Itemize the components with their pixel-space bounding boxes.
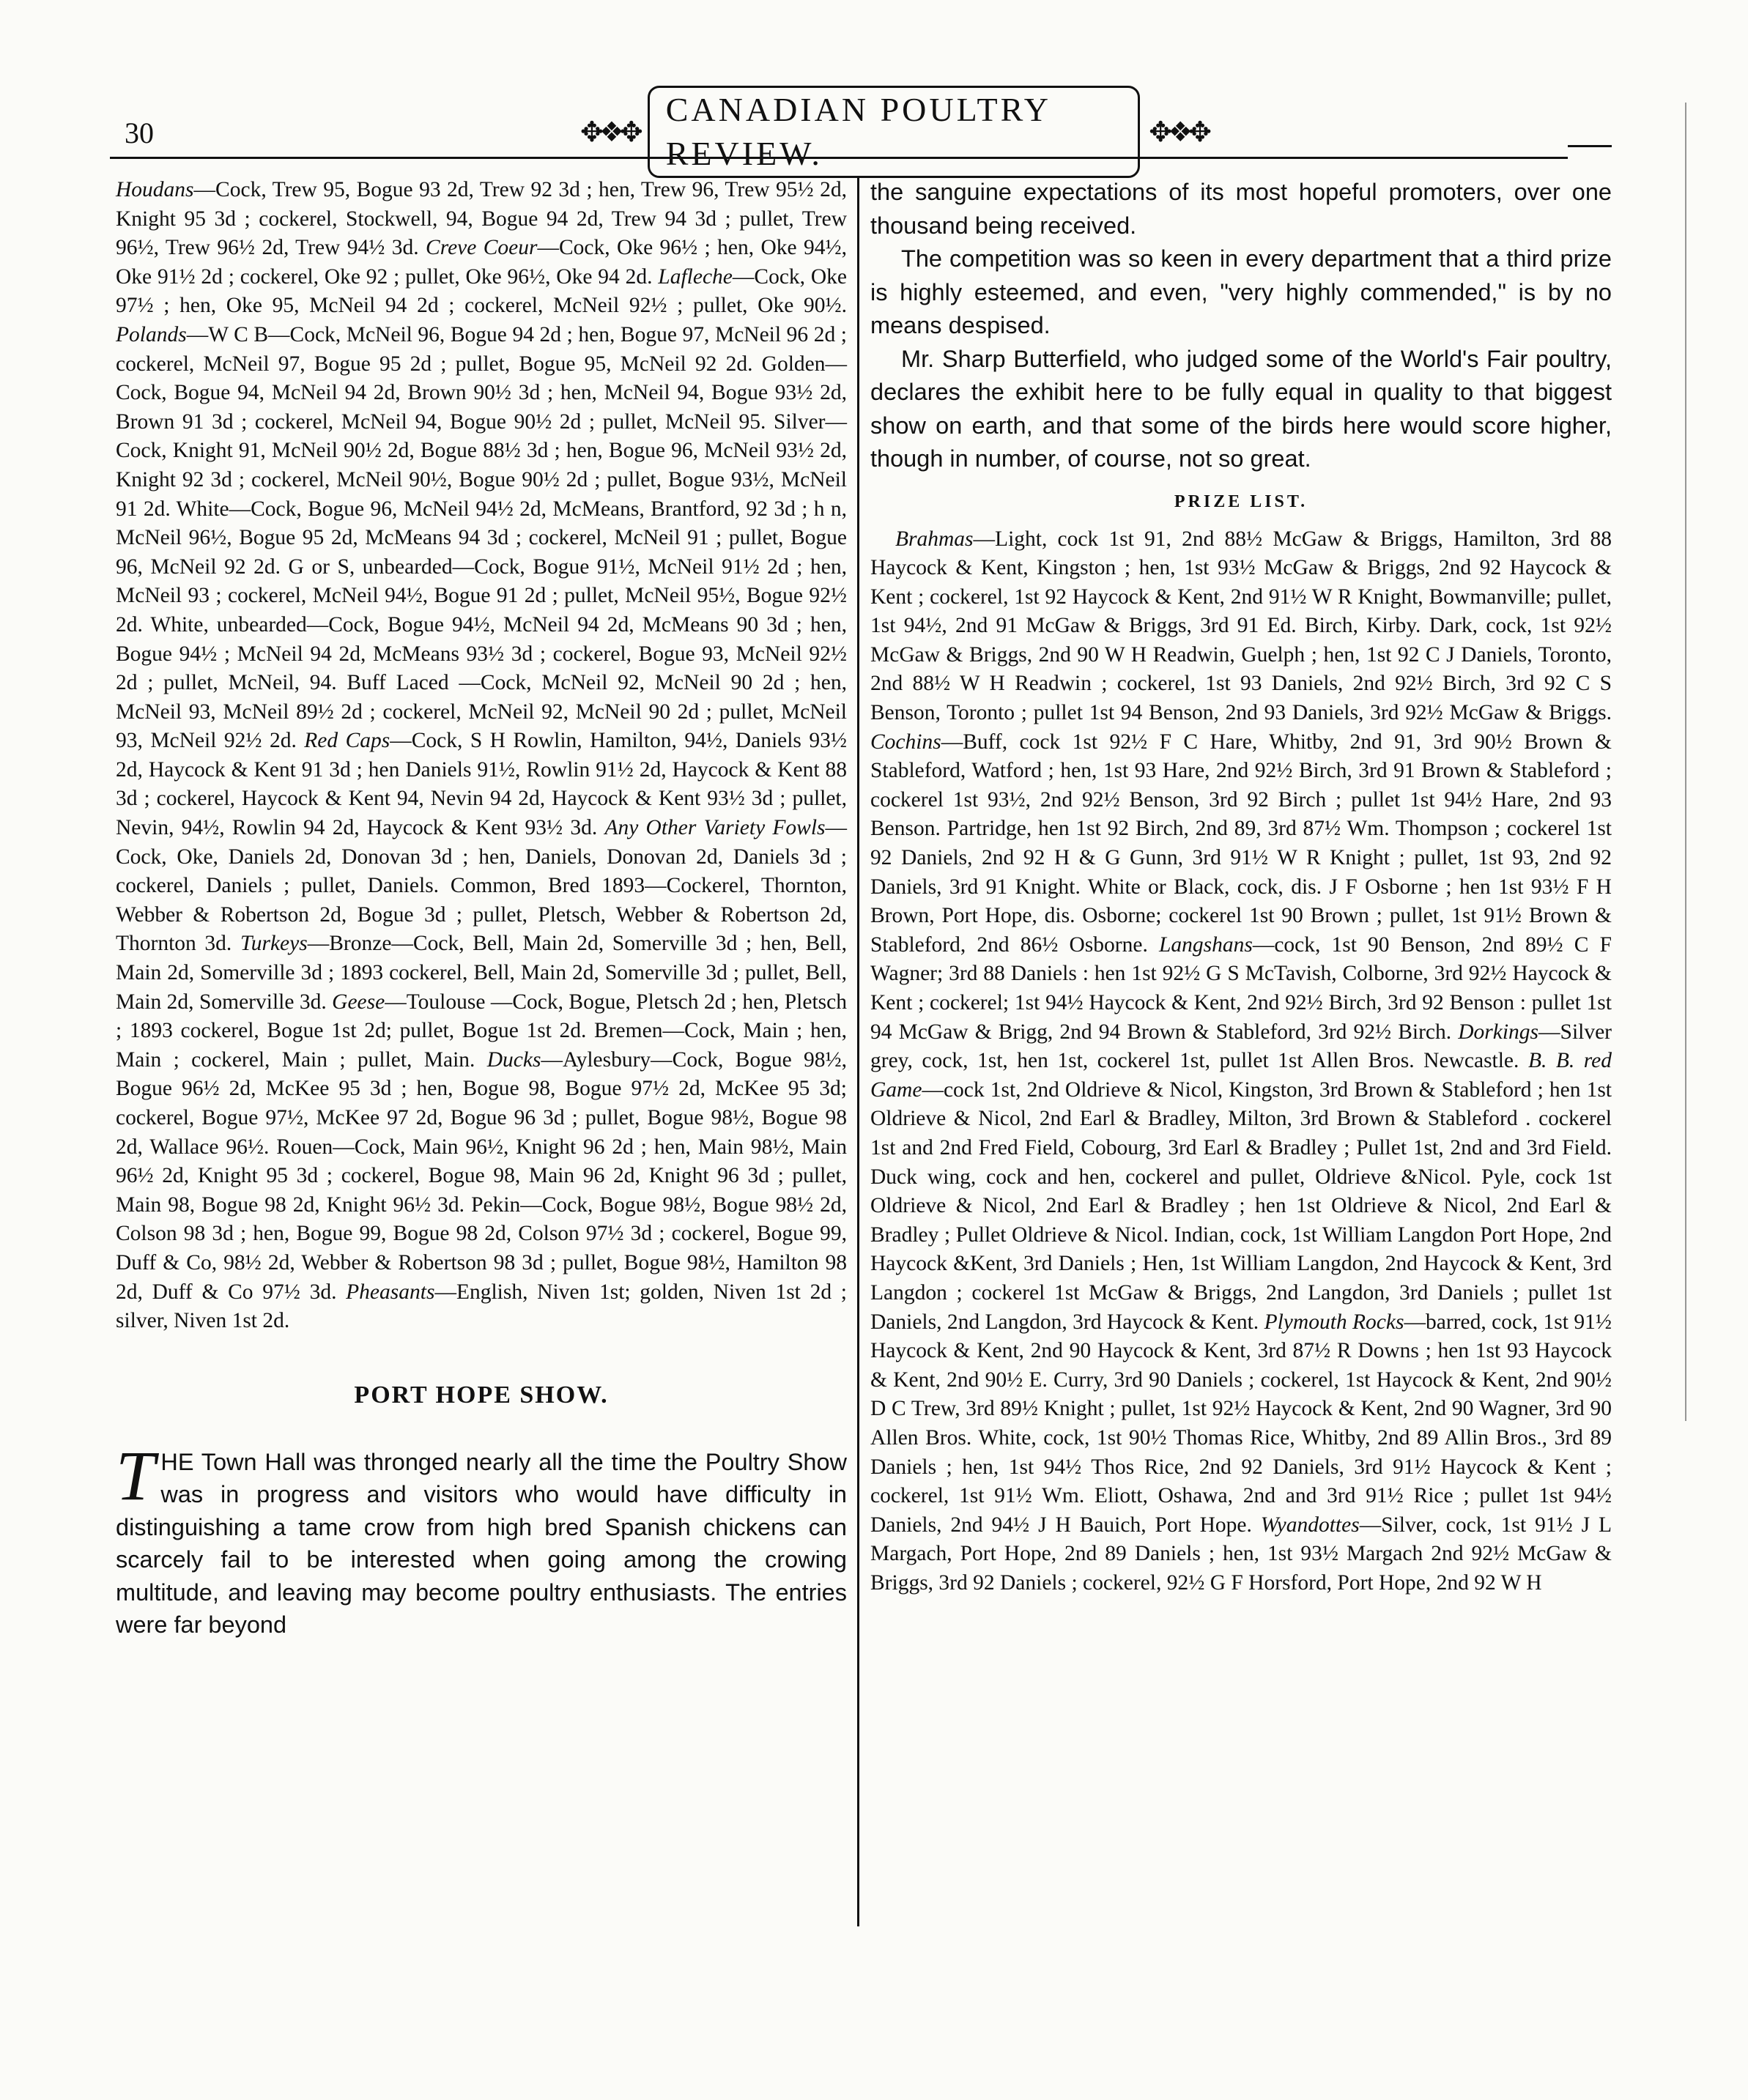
breed-brahmas: Brahmas: [895, 527, 974, 551]
ornament-left-icon: ✥❖✥: [580, 116, 639, 148]
drop-cap: T: [116, 1436, 155, 1515]
breed-dorkings: Dorkings: [1458, 1020, 1539, 1044]
entry-text: —Aylesbury—Cock, Bogue 98½, Bogue 96½ 2d, McKee 95 3d ; hen, Bogue 98, Bogue 97½ 2d, McKee 95 3d; cockerel, Bogue 97½, McKee 97 2d, Bogue 96 3d ; pullet, Bogue 98½, Bogue 98 2d, Wallace 96½. Rouen—Cock, Main 96½, Knight 96 2d ; hen, Main 98½, Main 96½ 2d, Knight 95 3d ; cockerel, Bogue 98, Main 96 2d, Knight 96 3d ; pullet, Main 98, Bogue 98 2d, Knight 96½ 3d. Pekin—Cock, Bogue 98½, Bogue 98½ 2d, Colson 98 3d ; hen, Bogue 99, Bogue 98 2d, Colson 97½ 3d ; cockerel, Bogue 99, Duff & Co, 98½ 2d, Webber & Robertson 98 3d ; pullet, Bogue 98½, Hamilton 98 2d, Duff & Co 97½ 3d.: [116, 1047, 848, 1304]
entry-text: —Cock, Oke 96½ ; hen, Oke 94½, Oke 91½ 2d ; cockerel, Oke 92 ; pullet, Oke 96½, Oke 94 2d.: [116, 236, 848, 289]
left-column: [116, 176, 847, 1641]
masthead-title: CANADIAN POULTRY REVIEW.: [648, 86, 1141, 178]
breed-plymouth-rocks: Plymouth Rocks: [1264, 1310, 1404, 1334]
column-divider: [857, 176, 859, 1926]
article-text: HE Town Hall was thronged nearly all the time the Poultry Show was in progress and visitors who would have difficulty in distinguishing a tame crow from high bred Spanish chickens can scarcely fail to be interested when going among the crowing multitude, and leaving may become poultry enthusiasts. The entries were far beyond: [116, 1448, 847, 1639]
entry-text: —Light, cock 1st 91, 2nd 88½ McGaw & Briggs, Hamilton, 3rd 88 Haycock & Kent, Kingston ; hen, 1st 93½ McGaw & Briggs, 2nd 92 Haycock & Kent ; cockerel, 1st 92 Haycock & Kent, 2nd 91½ W R Knight, Bowmanville; pullet, 1st 94½, 2nd 91 McGaw & Briggs, 3rd 91 Ed. Birch, Kirby. Dark, cock, 1st 92½ McGaw & Briggs, 2nd 90 W H Readwin, Guelph ; hen, 1st 92 C J Daniels, Toronto, 2nd 88½ W H Readwin ; cockerel, 1st 93 Daniels, 2nd 92½ Birch, 3rd 92 C S Benson, Toronto ; pullet 1st 94 Benson, 2nd 93 Daniels, 3rd 92½ McGaw & Briggs.: [870, 527, 1612, 725]
article-body: [116, 1436, 847, 1641]
entry-text: —Bronze—Cock, Bell, Main 2d, Somerville 3d ; hen, Bell, Main 2d, Somerville 3d ; 1893 cockerel, Bell, Main 2d, Somerville 3d ; pullet, Bell, Main 2d, Somerville 3d.: [116, 932, 848, 1014]
breed-ducks: Ducks: [486, 1047, 541, 1072]
breed-any-other-variety: Any Other Variety Fowls: [604, 816, 826, 840]
article-paragraph: Mr. Sharp Butterfield, who judged some of the World's Fair poultry, declares the exhibit here to be fully equal in quality to that biggest show on earth, and that some of the birds here would score higher, though in number, of course, not so great.: [870, 345, 1612, 472]
breed-cochins: Cochins: [870, 730, 941, 754]
article-paragraph: the sanguine expectations of its most hopeful promoters, over one thousand being received.: [870, 179, 1612, 239]
entry-text: —Toulouse —Cock, Bogue, Pletsch 2d ; hen, Pletsch ; 1893 cockerel, Bogue 1st 2d; pullet, Bogue 1st 2d. Bremen—Cock, Main ; hen, Main ; cockerel, Main ; pullet, Main.: [116, 990, 847, 1072]
article-paragraph: The competition was so keen in every department that a third prize is highly esteemed, and even, "very highly commended," is by no means despised.: [870, 245, 1612, 338]
entry-text: —English, Niven 1st; golden, Niven 1st 2d ; silver, Niven 1st 2d.: [116, 1280, 847, 1333]
breed-wyandottes: Wyandottes: [1260, 1513, 1360, 1537]
page-number: 30: [125, 116, 154, 149]
entry-text: —W C B—Cock, McNeil 96, Bogue 94 2d ; hen, Bogue 97, McNeil 96 2d ; cockerel, McNeil 97, Bogue 95 2d ; pullet, Bogue 95, McNeil 92 2d. Golden—Cock, Bogue 94, McNeil 94 2d, Brown 90½ 3d ; hen, McNeil 94, Bogue 93½ 2d, Brown 91 3d ; cockerel, McNeil 94, Bogue 90½ 2d ; pullet, McNeil 95. Silver—Cock, Knight 91, McNeil 90½ 2d, Bogue 88½ 3d ; hen, Bogue 96, McNeil 93½ 2d, Knight 92 3d ; cockerel, McNeil 90½, Bogue 90½ 2d ; pullet, Bogue 93½, McNeil 91 2d. White—Cock, Bogue 96, McNeil 94½ 2d, McMeans, Brantford, 92 3d ; h n, McNeil 96½, Bogue 95 2d, McMeans 94 3d ; cockerel, McNeil 91 ; pullet, Bogue 96, McNeil 92 2d. G or S, unbearded—Cock, Bogue 91½, McNeil 91½ 2d ; hen, McNeil 93 ; cockerel, McNeil 94½, Bogue 91 2d ; pullet, McNeil 95½, Bogue 92½ 2d. White, unbearded—Cock, Bogue 94½, McNeil 94 2d, McMeans 90 3d ; hen, Bogue 94½ ; McNeil 94 2d, McMeans 93½ 3d ; cockerel, Bogue 93, McNeil 92½ 2d ; pullet, McNeil, 94. Buff Laced —Cock, McNeil 92, McNeil 90 2d ; hen, McNeil 93, McNeil 89½ 2d ; cockerel, McNeil 92, McNeil 90 2d ; pullet, McNeil 93, McNeil 92½ 2d.: [116, 322, 847, 753]
header-rule-right: [1568, 145, 1612, 147]
header-rule: [110, 157, 1568, 159]
prize-results-continued: [116, 176, 847, 1336]
entry-text: —cock, 1st 90 Benson, 2nd 89½ C F Wagner; 3rd 88 Daniels : hen 1st 92½ G S McTavish, Colborne, 3rd 92½ Haycock & Kent ; cockerel; 1st 94½ Haycock & Kent, 2nd 92½ Birch, 3rd 92 Benson : pullet 1st 94 McGaw & Brigg, 2nd 94 Brown & Stableford, 3rd 92½ Birch.: [870, 932, 1612, 1044]
masthead: [571, 91, 1216, 172]
page-header: [110, 91, 1604, 172]
margin-rule: [1685, 103, 1686, 1421]
breed-red-caps: Red Caps: [304, 729, 390, 753]
entry-text: —Cock, Oke, Daniels 2d, Donovan 3d ; hen, Daniels, Donovan 2d, Daniels 3d ; cockerel, Daniels ; pullet, Daniels. Common, Bred 1893—Cockerel, Thornton, Webber & Robertson 2d, Bogue 3d ; pullet, Pletsch, Webber & Robertson 2d, Thornton 3d.: [116, 816, 847, 956]
entry-text: —Cock, S H Rowlin, Hamilton, 94½, Daniels 93½ 2d, Haycock & Kent 91 3d ; hen Daniels 91½, Rowlin 91½ 2d, Haycock & Kent 88 3d ; cockerel, Haycock & Kent 94, Nevin 94 2d, Haycock & Kent 93½ 3d ; pullet, Nevin, 94½, Rowlin 94 2d, Haycock & Kent 93½ 3d.: [116, 729, 847, 840]
breed-creve-coeur: Creve Coeur: [426, 236, 538, 260]
breed-langshans: Langshans: [1158, 932, 1253, 957]
entry-text: —Silver, cock, 1st 91½ J L Margach, Port Hope, 2nd 89 Daniels ; hen, 1st 93½ Margach 2nd 92½ McGaw & Briggs, 3rd 92 Daniels ; cockerel, 92½ G F Horsford, Port Hope, 2nd 92 W H: [870, 1513, 1612, 1595]
breed-turkeys: Turkeys: [240, 932, 308, 956]
breed-lafleche: Lafleche: [658, 264, 733, 289]
entry-text: —Silver grey, cock, 1st, hen 1st, cockerel 1st, pullet 1st Allen Bros. Newcastle.: [870, 1020, 1612, 1073]
entry-text: —Cock, Trew 95, Bogue 93 2d, Trew 92 3d ; hen, Trew 96, Trew 95½ 2d, Knight 95 3d ; cockerel, Stockwell, 94, Bogue 94 2d, Trew 94 3d ; pullet, Trew 96½, Trew 96½ 2d, Trew 94½ 3d.: [116, 178, 847, 260]
entry-text: —cock 1st, 2nd Oldrieve & Nicol, Kingston, 3rd Brown & Stableford ; hen 1st Oldrieve & Nicol, 2nd Earl & Bradley, Milton, 3rd Brown & Stableford . cockerel 1st and 2nd Fred Field, Cobourg, 3rd Earl & Bradley ; Pullet 1st, 2nd and 3rd Field. Duck wing, cock and hen, cockerel and pullet, Oldrieve &Nicol. Pyle, cock 1st Oldrieve & Nicol, 2nd Earl & Bradley ; hen 1st Oldrieve & Nicol, 2nd Earl & Bradley ; Pullet Oldrieve & Nicol. Indian, cock, 1st William Langdon Port Hope, 2nd Haycock &Kent, 3rd Daniels ; Hen, 1st William Langdon, 2nd Haycock & Kent, 3rd Langdon ; cockerel 1st McGaw & Briggs, 2nd Langdon, 3rd Daniels ; pullet 1st Daniels, 2nd Langdon, 3rd Haycock & Kent.: [870, 1077, 1612, 1334]
right-column: [870, 176, 1612, 1598]
breed-geese: Geese: [332, 990, 385, 1014]
entry-text: —Buff, cock 1st 92½ F C Hare, Whitby, 2nd 91, 3rd 90½ Brown & Stableford, Watford ; hen, 1st 93 Hare, 2nd 92½ Birch, 3rd 91 Brown & Stableford ; cockerel 1st 93½, 2nd 92½ Benson, 3rd 92 Birch ; pullet 1st 94½ Hare, 2nd 93 Benson. Partridge, hen 1st 92 Birch, 2nd 89, 3rd 87½ Wm. Thompson ; cockerel 1st 92 Daniels, 2nd 92 H & G Gunn, 3rd 91½ W R Knight ; pullet, 1st 93, 2nd 92 Daniels, 3rd 91 Knight. White or Black, cock, dis. J F Osborne ; hen 1st 93½ F H Brown, Port Hope, dis. Osborne; cockerel 1st 90 Brown ; pullet, 1st 91½ Brown & Stableford, 2nd 86½ Osborne.: [870, 730, 1612, 957]
prize-list-heading: PRIZE LIST.: [1174, 491, 1308, 511]
section-title: PORT HOPE SHOW.: [354, 1381, 609, 1409]
breed-polands: Polands: [116, 322, 187, 346]
ornament-right-icon: ✥❖✥: [1149, 116, 1207, 148]
breed-pheasants: Pheasants: [346, 1280, 435, 1304]
breed-bb-red-game: B. B. red Game: [870, 1049, 1612, 1102]
entry-text: —barred, cock, 1st 91½ Haycock & Kent, 2nd 90 Haycock & Kent, 3rd 87½ R Downs ; hen 1st 93 Haycock & Kent, 2nd 90½ E. Curry, 3rd 90 Daniels ; cockerel, 1st Haycock & Kent, 2nd 90½ D C Trew, 3rd 89½ Knight ; pullet, 1st 92½ Haycock & Kent, 2nd 90 Wagner, 3rd 90 Allen Bros. White, cock, 1st 90½ Thomas Rice, Whitby, 2nd 89 Allin Bros., 3rd 89 Daniels ; hen, 1st 94½ Thos Rice, 2nd 92 Daniels, 3rd 91½ Haycock & Kent ; cockerel, 1st 91½ Wm. Eliott, Oshawa, 2nd and 3rd 91½ Rice ; pullet 1st 94½ Daniels, 2nd 94½ J H Bauich, Port Hope.: [870, 1310, 1612, 1537]
prize-list: [870, 525, 1612, 1598]
entry-text: —Cock, Oke 97½ ; hen, Oke 95, McNeil 94 2d ; cockerel, McNeil 92½ ; pullet, Oke 90½.: [116, 264, 848, 318]
breed-houdans: Houdans: [116, 178, 194, 201]
